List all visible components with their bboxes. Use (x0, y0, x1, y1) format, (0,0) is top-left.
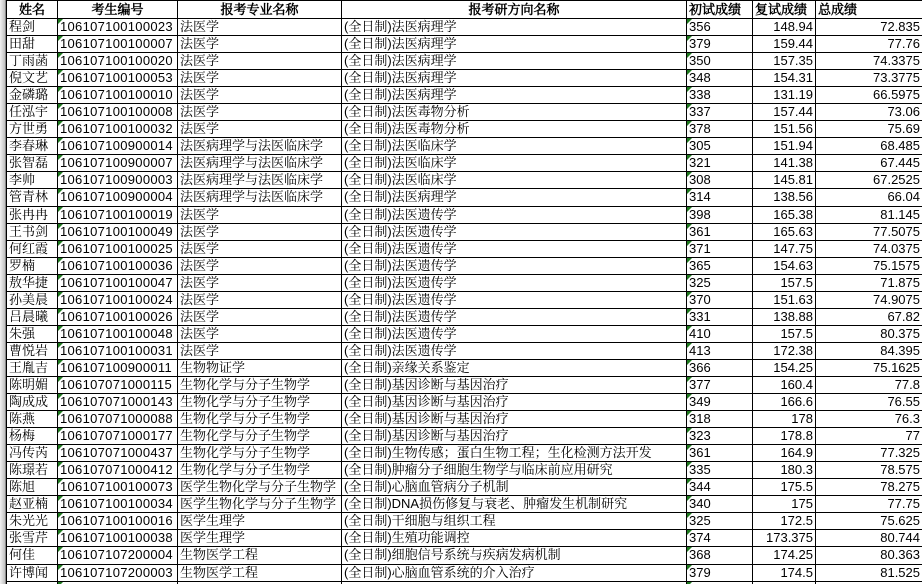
cell-direction[interactable]: (全日制)亲缘关系鉴定 (342, 359, 687, 376)
table-row (7, 257, 922, 274)
cell-retest-score[interactable]: 165.38 (753, 206, 816, 223)
cell-name[interactable]: 管青林 (7, 189, 58, 206)
table-row (7, 308, 922, 325)
cell-direction[interactable]: (全日制)法医临床学 (342, 172, 687, 189)
cell-name[interactable]: 田甜 (7, 36, 58, 53)
cell-total-score[interactable]: 77.75 (816, 496, 922, 513)
cell-direction[interactable]: (全日制)干细胞与组织工程 (342, 513, 687, 530)
cell-total-score[interactable]: 80.744 (816, 530, 922, 547)
cell-total-score[interactable]: 74.9075 (816, 291, 922, 308)
cell-direction[interactable]: (全日制)肿瘤分子细胞生物学与临床前应用研究 (342, 462, 687, 479)
col-header-major[interactable]: 报考专业名称 (178, 1, 342, 19)
table-row (7, 104, 922, 121)
cell-name[interactable]: 陈旭 (7, 479, 58, 496)
cell-name[interactable]: 孙美晨 (7, 291, 58, 308)
cell-candidate-id[interactable]: 106107100100007 (58, 36, 178, 53)
col-header-candidate-id[interactable]: 考生编号 (58, 1, 178, 19)
cell-total-score[interactable]: 77.8 (816, 376, 922, 393)
cell-major[interactable]: 医学生理学 (178, 513, 342, 530)
table-row (7, 411, 922, 428)
cell-major[interactable]: 法医学 (178, 121, 342, 138)
cell-direction[interactable]: (全日制)法医遗传学 (342, 206, 687, 223)
cell-retest-score[interactable]: 145.81 (753, 172, 816, 189)
cell-major[interactable]: 生物医学工程 (178, 564, 342, 581)
cell-initial-score[interactable]: 371 (687, 240, 753, 257)
cell-direction[interactable]: (全日制)法医病理学 (342, 36, 687, 53)
table-row (7, 138, 922, 155)
cell-candidate-id[interactable]: 106107100100016 (58, 513, 178, 530)
cell-direction[interactable]: (全日制)法医遗传学 (342, 274, 687, 291)
cell-direction[interactable]: (全日制)DNA损伤修复与衰老、肿瘤发生机制研究 (342, 496, 687, 513)
table-header-row (7, 1, 922, 19)
cell-candidate-id[interactable]: 106107071000088 (58, 411, 178, 428)
cell-candidate-id[interactable]: 106107100100053 (58, 70, 178, 87)
cell-direction[interactable]: (全日制)法医遗传学 (342, 291, 687, 308)
cell-candidate-id[interactable]: 106107100100073 (58, 479, 178, 496)
cell-name[interactable]: 曹悦岩 (7, 342, 58, 359)
cell-name[interactable]: 罗楠 (7, 257, 58, 274)
cell-retest-score[interactable]: 151.63 (753, 291, 816, 308)
cell-major[interactable]: 生物医学工程 (178, 547, 342, 564)
cell-major[interactable]: 生物化学与分子生物学 (178, 445, 342, 462)
cell-major[interactable]: 法医学 (178, 70, 342, 87)
cell-initial-score[interactable]: 379 (687, 564, 753, 581)
table-row (7, 240, 922, 257)
cell-retest-score[interactable]: 166.6 (753, 394, 816, 411)
cell-major[interactable]: 法医学 (178, 274, 342, 291)
cell-candidate-id[interactable]: 106107100900011 (58, 359, 178, 376)
cell-retest-score[interactable]: 154.63 (753, 257, 816, 274)
cell-major[interactable]: 生物化学与分子生物学 (178, 376, 342, 393)
table-row (7, 530, 922, 547)
cell-candidate-id[interactable]: 106107071000177 (58, 428, 178, 445)
cell-major[interactable]: 生物化学与分子生物学 (178, 428, 342, 445)
cell-name[interactable]: 许博闻 (7, 564, 58, 581)
cell-candidate-id[interactable]: 106107100100008 (58, 104, 178, 121)
cell-candidate-id[interactable]: 106107071000412 (58, 462, 178, 479)
cell-initial-score[interactable]: 318 (687, 411, 753, 428)
cell-candidate-id[interactable]: 106107100900007 (58, 155, 178, 172)
table-row (7, 121, 922, 138)
cell-initial-score[interactable]: 366 (687, 359, 753, 376)
cell-direction[interactable]: (全日制)基因诊断与基因治疗 (342, 394, 687, 411)
results-table (6, 0, 922, 584)
cell-retest-score[interactable]: 157.5 (753, 325, 816, 342)
cell-major[interactable]: 法医学 (178, 257, 342, 274)
cell-name[interactable]: 敖华捷 (7, 274, 58, 291)
cell-major[interactable]: 医学生物化学与分子生物学 (178, 496, 342, 513)
cell-total-score[interactable]: 80.363 (816, 547, 922, 564)
cell-retest-score[interactable]: 172.38 (753, 342, 816, 359)
cell-direction[interactable]: (全日制)法医病理学 (342, 87, 687, 104)
cell-total-score[interactable]: 81.145 (816, 206, 922, 223)
cell-name[interactable]: 朱强 (7, 325, 58, 342)
cell-initial-score[interactable]: 308 (687, 172, 753, 189)
cell-retest-score[interactable]: 159.44 (753, 36, 816, 53)
cell-major[interactable]: 生物化学与分子生物学 (178, 394, 342, 411)
cell-name[interactable]: 王胤吉 (7, 359, 58, 376)
cell-direction[interactable]: (全日制)法医临床学 (342, 155, 687, 172)
cell-initial-score[interactable]: 361 (687, 223, 753, 240)
table-row (7, 445, 922, 462)
cell-initial-score[interactable]: 348 (687, 70, 753, 87)
table-row (7, 496, 922, 513)
cell-retest-score[interactable]: 174.5 (753, 564, 816, 581)
cell-total-score[interactable]: 77.76 (816, 36, 922, 53)
cell-direction[interactable]: (全日制)生殖功能调控 (342, 530, 687, 547)
cell-name[interactable]: 丁雨菡 (7, 53, 58, 70)
cell-retest-score[interactable]: 180.3 (753, 462, 816, 479)
table-row (7, 274, 922, 291)
cell-direction[interactable]: (全日制)法医病理学 (342, 19, 687, 36)
row-header-strip (0, 0, 6, 584)
cell-major[interactable]: 生物化学与分子生物学 (178, 411, 342, 428)
cell-initial-score[interactable]: 365 (687, 257, 753, 274)
cell-name[interactable]: 朱光光 (7, 513, 58, 530)
cell-candidate-id[interactable]: 106107100100048 (58, 325, 178, 342)
cell-total-score[interactable]: 66.5975 (816, 87, 922, 104)
cell-retest-score[interactable]: 178.8 (753, 428, 816, 445)
cell-candidate-id[interactable]: 106107107200004 (58, 547, 178, 564)
cell-direction[interactable]: (全日制)法医遗传学 (342, 325, 687, 342)
cell-total-score[interactable]: 81.525 (816, 564, 922, 581)
table-row (7, 342, 922, 359)
cell-candidate-id[interactable]: 106107100100031 (58, 342, 178, 359)
cell-direction[interactable]: (全日制)法医遗传学 (342, 308, 687, 325)
cell-initial-score[interactable]: 338 (687, 87, 753, 104)
cell-candidate-id[interactable]: 106107100100026 (58, 308, 178, 325)
cell-retest-score[interactable]: 174.25 (753, 547, 816, 564)
cell-total-score[interactable]: 75.1625 (816, 359, 922, 376)
cell-name[interactable]: 陶成成 (7, 394, 58, 411)
cell-candidate-id[interactable]: 106107100900004 (58, 189, 178, 206)
cell-name[interactable]: 倪文艺 (7, 70, 58, 87)
cell-candidate-id[interactable]: 106107100100019 (58, 206, 178, 223)
cell-name[interactable]: 何红霞 (7, 240, 58, 257)
cell-candidate-id[interactable]: 106107100900014 (58, 138, 178, 155)
table-row (7, 19, 922, 36)
cell-retest-score[interactable]: 172.5 (753, 513, 816, 530)
table-row (7, 206, 922, 223)
cell-candidate-id[interactable]: 106107100100010 (58, 87, 178, 104)
table-row (7, 479, 922, 496)
table-row (7, 223, 922, 240)
cell-initial-score[interactable]: 321 (687, 155, 753, 172)
cell-retest-score[interactable]: 157.35 (753, 53, 816, 70)
cell-candidate-id[interactable]: 106107100900003 (58, 172, 178, 189)
col-header-direction[interactable]: 报考研方向名称 (342, 1, 687, 19)
col-header-initial-score[interactable]: 初试成绩 (687, 1, 753, 19)
cell-retest-score[interactable]: 154.31 (753, 70, 816, 87)
table-row (7, 189, 922, 206)
cell-total-score[interactable]: 77.325 (816, 445, 922, 462)
cell-initial-score[interactable]: 325 (687, 513, 753, 530)
cell-total-score[interactable]: 77 (816, 428, 922, 445)
cell-direction[interactable]: (全日制)心脑血管病分子机制 (342, 479, 687, 496)
cell-candidate-id[interactable]: 106107100100036 (58, 257, 178, 274)
cell-major[interactable]: 法医学 (178, 342, 342, 359)
cell-initial-score[interactable]: 368 (687, 547, 753, 564)
cell-total-score[interactable]: 74.3375 (816, 53, 922, 70)
table-row (7, 428, 922, 445)
cell-initial-score[interactable]: 378 (687, 121, 753, 138)
cell-retest-score[interactable]: 157.5 (753, 274, 816, 291)
cell-name[interactable]: 张智磊 (7, 155, 58, 172)
cell-name[interactable]: 王书剑 (7, 223, 58, 240)
cell-direction[interactable]: (全日制)基因诊断与基因治疗 (342, 428, 687, 445)
col-header-name[interactable]: 姓名 (7, 1, 58, 19)
cell-name[interactable]: 吕晨曦 (7, 308, 58, 325)
cell-total-score[interactable]: 84.395 (816, 342, 922, 359)
cell-initial-score[interactable]: 349 (687, 394, 753, 411)
cell-direction[interactable]: (全日制)心脑血管系统的介入治疗 (342, 564, 687, 581)
cell-initial-score[interactable]: 340 (687, 496, 753, 513)
cell-total-score[interactable]: 75.1575 (816, 257, 922, 274)
cell-name[interactable]: 何佳 (7, 547, 58, 564)
cell-name[interactable]: 赵亚楠 (7, 496, 58, 513)
cell-direction[interactable]: (全日制)法医遗传学 (342, 240, 687, 257)
table-row (7, 325, 922, 342)
cell-candidate-id[interactable]: 106107100100023 (58, 19, 178, 36)
cell-initial-score[interactable]: 325 (687, 274, 753, 291)
table-row (7, 547, 922, 564)
cell-name[interactable]: 陈璟若 (7, 462, 58, 479)
cell-direction[interactable]: (全日制)法医病理学 (342, 53, 687, 70)
cell-retest-score[interactable]: 175 (753, 496, 816, 513)
cell-total-score[interactable]: 71.875 (816, 274, 922, 291)
cell-major[interactable]: 法医学 (178, 36, 342, 53)
cell-major[interactable]: 法医学 (178, 19, 342, 36)
cell-candidate-id[interactable]: 106107071000437 (58, 445, 178, 462)
table-row (7, 376, 922, 393)
cell-candidate-id[interactable]: 106107071000115 (58, 376, 178, 393)
cell-major[interactable]: 法医学 (178, 291, 342, 308)
cell-direction[interactable]: (全日制)细胞信号系统与疾病发病机制 (342, 547, 687, 564)
cell-candidate-id[interactable]: 106107100100024 (58, 291, 178, 308)
cell-name[interactable]: 任泓宇 (7, 104, 58, 121)
cell-name[interactable]: 冯传芮 (7, 445, 58, 462)
cell-direction[interactable]: (全日制)生物传感；蛋白生物工程；生化检测方法开发 (342, 445, 687, 462)
cell-initial-score[interactable]: 398 (687, 206, 753, 223)
cell-retest-score[interactable]: 164.9 (753, 445, 816, 462)
cell-initial-score[interactable]: 413 (687, 342, 753, 359)
cell-name[interactable]: 张冉冉 (7, 206, 58, 223)
cell-initial-score[interactable]: 335 (687, 462, 753, 479)
cell-direction[interactable]: (全日制)法医毒物分析 (342, 104, 687, 121)
cell-initial-score[interactable]: 305 (687, 138, 753, 155)
cell-direction[interactable]: (全日制)法医毒物分析 (342, 121, 687, 138)
cell-total-score[interactable]: 80.375 (816, 325, 922, 342)
cell-initial-score[interactable]: 350 (687, 53, 753, 70)
cell-name[interactable]: 李帅 (7, 172, 58, 189)
cell-candidate-id[interactable]: 106107100100038 (58, 530, 178, 547)
cell-retest-score[interactable]: 175.5 (753, 479, 816, 496)
cell-total-score[interactable]: 66.04 (816, 189, 922, 206)
cell-initial-score[interactable]: 370 (687, 291, 753, 308)
cell-total-score[interactable]: 75.625 (816, 513, 922, 530)
cell-retest-score[interactable]: 141.38 (753, 155, 816, 172)
cell-initial-score[interactable]: 374 (687, 530, 753, 547)
table-row (7, 513, 922, 530)
cell-major[interactable]: 法医学 (178, 104, 342, 121)
cell-total-score[interactable]: 73.3775 (816, 70, 922, 87)
cell-retest-score[interactable]: 138.56 (753, 189, 816, 206)
cell-initial-score[interactable]: 410 (687, 325, 753, 342)
cell-direction[interactable]: (全日制)基因诊断与基因治疗 (342, 411, 687, 428)
cell-retest-score[interactable]: 148.94 (753, 19, 816, 36)
table-row (7, 359, 922, 376)
cell-major[interactable]: 法医学 (178, 206, 342, 223)
cell-candidate-id[interactable]: 106107071000143 (58, 394, 178, 411)
cell-major[interactable]: 法医学 (178, 240, 342, 257)
cell-candidate-id[interactable]: 106107100100049 (58, 223, 178, 240)
cell-retest-score[interactable]: 151.94 (753, 138, 816, 155)
cell-retest-score[interactable]: 138.88 (753, 308, 816, 325)
col-header-total-score[interactable]: 总成绩 (816, 1, 922, 19)
cell-initial-score[interactable]: 344 (687, 479, 753, 496)
table-row (7, 155, 922, 172)
cell-major[interactable]: 生物化学与分子生物学 (178, 462, 342, 479)
table-row (7, 70, 922, 87)
cell-major[interactable]: 医学生理学 (178, 530, 342, 547)
cell-major[interactable]: 法医病理学与法医临床学 (178, 138, 342, 155)
cell-initial-score[interactable]: 356 (687, 19, 753, 36)
cell-name[interactable]: 杨梅 (7, 428, 58, 445)
cell-total-score[interactable]: 75.69 (816, 121, 922, 138)
cell-retest-score[interactable]: 173.375 (753, 530, 816, 547)
header-row (7, 1, 922, 19)
cell-direction[interactable]: (全日制)法医病理学 (342, 189, 687, 206)
cell-major[interactable]: 法医学 (178, 223, 342, 240)
table-row (7, 291, 922, 308)
cell-direction[interactable]: (全日制)法医遗传学 (342, 223, 687, 240)
col-header-retest-score[interactable]: 复试成绩 (753, 1, 816, 19)
cell-major[interactable]: 法医学 (178, 53, 342, 70)
cell-total-score[interactable]: 78.275 (816, 479, 922, 496)
cell-total-score[interactable]: 76.55 (816, 394, 922, 411)
table-row (7, 53, 922, 70)
cell-retest-score[interactable]: 178 (753, 411, 816, 428)
cell-retest-score[interactable]: 151.56 (753, 121, 816, 138)
cell-initial-score[interactable]: 377 (687, 376, 753, 393)
cell-retest-score[interactable]: 147.75 (753, 240, 816, 257)
cell-total-score[interactable]: 77.5075 (816, 223, 922, 240)
cell-initial-score[interactable]: 379 (687, 36, 753, 53)
cell-name[interactable]: 方世勇 (7, 121, 58, 138)
cell-name[interactable]: 陈燕 (7, 411, 58, 428)
cell-direction[interactable]: (全日制)基因诊断与基因治疗 (342, 376, 687, 393)
cell-total-score[interactable]: 67.445 (816, 155, 922, 172)
cell-candidate-id[interactable]: 106107100100047 (58, 274, 178, 291)
cell-total-score[interactable]: 78.575 (816, 462, 922, 479)
table-row (7, 394, 922, 411)
cell-total-score[interactable]: 73.06 (816, 104, 922, 121)
cell-major[interactable]: 医学生物化学与分子生物学 (178, 479, 342, 496)
cell-retest-score[interactable]: 157.44 (753, 104, 816, 121)
cell-initial-score[interactable]: 361 (687, 445, 753, 462)
table-row (7, 564, 922, 581)
cell-direction[interactable]: (全日制)法医临床学 (342, 138, 687, 155)
cell-name[interactable]: 陈明媚 (7, 376, 58, 393)
cell-retest-score[interactable]: 160.4 (753, 376, 816, 393)
cell-initial-score[interactable]: 323 (687, 428, 753, 445)
cell-name[interactable]: 程剑 (7, 19, 58, 36)
table-body (7, 19, 922, 584)
cell-total-score[interactable]: 68.485 (816, 138, 922, 155)
cell-total-score[interactable]: 74.0375 (816, 240, 922, 257)
cell-direction[interactable]: (全日制)法医病理学 (342, 70, 687, 87)
cell-candidate-id[interactable]: 106107100100020 (58, 53, 178, 70)
cell-major[interactable]: 法医学 (178, 308, 342, 325)
cell-direction[interactable]: (全日制)法医遗传学 (342, 342, 687, 359)
cell-total-score[interactable]: 67.2525 (816, 172, 922, 189)
cell-candidate-id[interactable]: 106107100100025 (58, 240, 178, 257)
cell-major[interactable]: 生物物证学 (178, 359, 342, 376)
cell-major[interactable]: 法医病理学与法医临床学 (178, 172, 342, 189)
cell-retest-score[interactable]: 154.25 (753, 359, 816, 376)
cell-total-score[interactable]: 67.82 (816, 308, 922, 325)
cell-initial-score[interactable]: 331 (687, 308, 753, 325)
cell-retest-score[interactable]: 131.19 (753, 87, 816, 104)
cell-name[interactable]: 李春琳 (7, 138, 58, 155)
cell-major[interactable]: 法医病理学与法医临床学 (178, 155, 342, 172)
table-row (7, 172, 922, 189)
cell-retest-score[interactable]: 165.63 (753, 223, 816, 240)
cell-candidate-id[interactable]: 106107100100034 (58, 496, 178, 513)
cell-direction[interactable]: (全日制)法医遗传学 (342, 257, 687, 274)
cell-major[interactable]: 法医学 (178, 87, 342, 104)
cell-major[interactable]: 法医学 (178, 325, 342, 342)
cell-initial-score[interactable]: 314 (687, 189, 753, 206)
table-row (7, 36, 922, 53)
cell-major[interactable]: 法医病理学与法医临床学 (178, 189, 342, 206)
cell-total-score[interactable]: 76.3 (816, 411, 922, 428)
cell-name[interactable]: 张雪芹 (7, 530, 58, 547)
table-row (7, 462, 922, 479)
cell-total-score[interactable]: 72.835 (816, 19, 922, 36)
table-row (7, 87, 922, 104)
cell-initial-score[interactable]: 337 (687, 104, 753, 121)
cell-candidate-id[interactable]: 106107107200003 (58, 564, 178, 581)
cell-candidate-id[interactable]: 106107100100032 (58, 121, 178, 138)
cell-name[interactable]: 金磷璐 (7, 87, 58, 104)
